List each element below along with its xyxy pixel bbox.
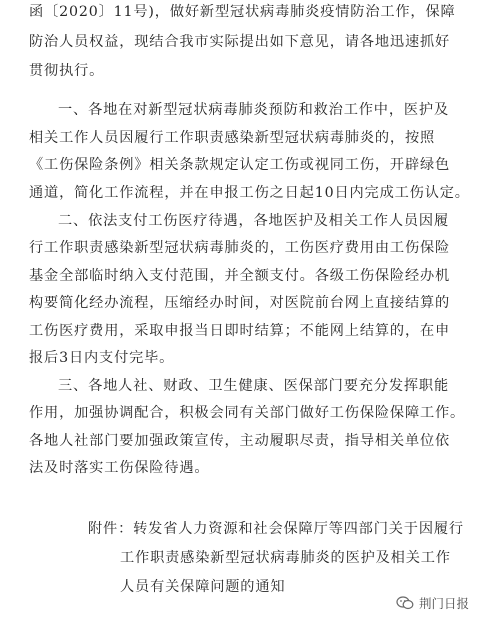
paragraph-1-first-line: 一、各地在对新型冠状病毒肺炎预防和救治工作中，医护及 <box>58 102 449 118</box>
attachment-line: 人员有关保障问题的通知 <box>120 579 286 595</box>
body-line: 基金全部临时纳入支付范围，并全额支付。各级工伤保险经办机 <box>29 268 451 284</box>
body-line: 防治人员权益，现结合我市实际提出如下意见，请各地迅速抓好 <box>29 34 451 50</box>
attachment-line: 附件：转发省人力资源和社会保障厅等四部门关于因履行 <box>88 521 464 537</box>
body-line: 各地人社部门要加强政策宣传，主动履职尽责，指导相关单位依 <box>29 433 451 449</box>
source-watermark <box>396 594 469 612</box>
watermark-label: 荆门日报 <box>418 596 469 611</box>
body-line: 作用，加强协调配合，积极会同有关部门做好工伤保险保障工作。 <box>29 405 466 421</box>
body-line: 法及时落实工伤保险待遇。 <box>29 460 210 476</box>
paragraph-3-first-line: 三、各地人社、财政、卫生健康、医保部门要充分发挥职能 <box>58 378 449 394</box>
body-line: 通道，简化工作流程，并在申报工伤之日起10日内完成工伤认定。 <box>29 185 470 201</box>
paragraph-2-first-line: 二、依法支付工伤医疗待遇，各地医护及相关工作人员因履 <box>58 213 449 229</box>
body-line: 报后3日内支付完毕。 <box>29 350 175 366</box>
body-line: 构要简化经办流程，压缩经办时间，对医院前台网上直接结算的 <box>29 295 451 311</box>
attachment-line: 工作职责感染新型冠状病毒肺炎的医护及相关工作 <box>120 550 451 566</box>
body-line: 行工作职责感染新型冠状病毒肺炎的，工伤医疗费用由工伤保险 <box>29 240 451 256</box>
body-line: 相关工作人员因履行工作职责感染新型冠状病毒肺炎的，按照 <box>29 130 436 146</box>
body-line: 贯彻执行。 <box>29 63 105 79</box>
body-line: 《工伤保险条例》相关条款规定认定工伤或视同工伤，开辟绿色 <box>29 157 451 173</box>
body-line: 函〔2020〕11号)，做好新型冠状病毒肺炎疫情防治工作，保障 <box>29 4 456 20</box>
wechat-channel-icon <box>396 595 414 611</box>
body-line: 工伤医疗费用，采取申报当日即时结算；不能网上结算的，在申 <box>29 323 451 339</box>
